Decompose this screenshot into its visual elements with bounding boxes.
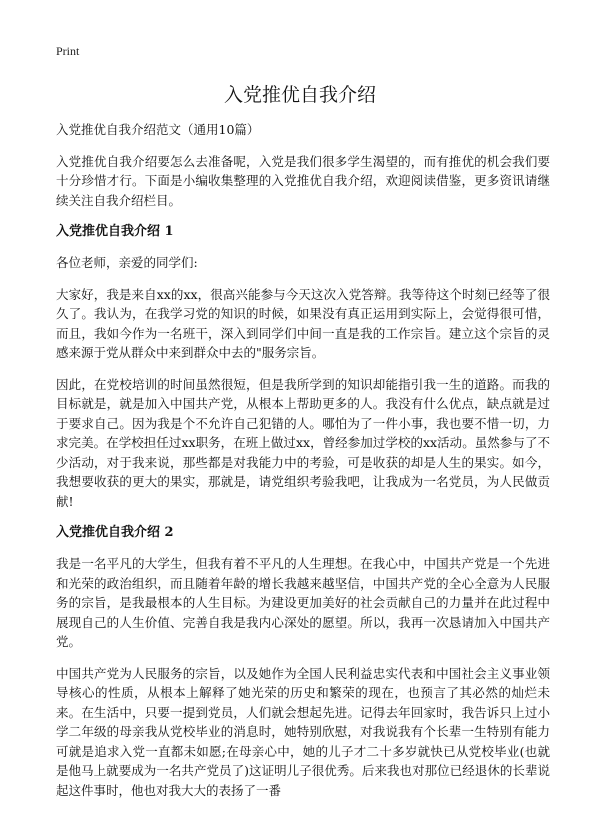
page-title: 入党推优自我介绍: [223, 84, 376, 106]
paragraph: 大家好，我是来自xx的xx，很高兴能参与今天这次入党答辩。我等待这个时刻已经等了很久了。我认为，在我学习党的知识的时候，如果没有真正运用到实际上，会觉得很可惜，而且，我如今作为一名班干，深入到同学们中间一直是我的工作宗旨。建立这个宗旨的灵感来源于党从群众中来到群众中去的"服务宗旨。: [56, 286, 550, 360]
intro-paragraph: 入党推优自我介绍要怎么去准备呢，入党是我们很多学生渴望的，而有推优的机会我们要十分珍惜才行。下面是小编收集整理的入党推优自我介绍，欢迎阅读借鉴，更多资讯请继续关注自我介绍栏目。: [56, 153, 550, 208]
paragraph: 各位老师，亲爱的同学们:: [56, 255, 198, 270]
paragraph: 我是一名平凡的大学生，但我有着不平凡的人生理想。在我心中，中国共产党是一个先进和光荣的政治组织，而且随着年龄的增长我越来越坚信，中国共产党的全心全意为人民服务的宗旨，是我最根本的人生目标。为建设更加美好的社会贡献自己的力量并在此过程中展现自己的人生价值、完善自我是我内心深处的愿望。所以，我再一次恳请加入中国共产党。: [56, 556, 550, 649]
section-heading: 入党推优自我介绍 1: [56, 224, 174, 239]
paragraph: 因此，在党校培训的时间虽然很短，但是我所学到的知识却能指引我一生的道路。而我的目标就是，就是加入中国共产党，从根本上帮助更多的人。我没有什么优点，缺点就是过于要求自己。因为我是个不允许自己犯错的人。哪怕为了一件小事，我也要不惜一切，力求完美。在学校担任过xx职务，在班上做过xx，曾经参加过学校的xx活动。虽然参与了不少活动，对于我来说，那些都是对我能力中的考验，可是收获的却是人生的果实。如今，我想要收获的更大的果实，那就是，请党组织考验我吧，让我成为一名党员，为人民做贡献!: [56, 376, 550, 509]
print-link[interactable]: Print: [56, 44, 80, 58]
paragraph: 中国共产党为人民服务的宗旨，以及她作为全国人民利益忠实代表和中国社会主义事业领导核心的性质，从根本上解释了她光荣的历史和繁荣的现在，也预言了其必然的灿烂未来。在生活中，只要一提到党员，人们就会想起先进。记得去年回家时，我告诉只上过小学二年级的母亲我从党校毕业的消息时，她特别欣慰，对我说我有个长辈一生特别有能力可就是追求入党一直都未如愿;在母亲心中，她的儿子才二十多岁就快已从党校毕业(也就是他马上就要成为一名共产党员了)这证明儿子很优秀。后来我也对那位已经退休的长辈说起这件事时，他也对我大大的表扬了一番: [56, 665, 550, 798]
article-subtitle: 入党推优自我介绍范文（通用10篇）: [56, 122, 260, 137]
article-body: [56, 120, 550, 812]
section-heading: 入党推优自我介绍 2: [56, 525, 174, 540]
